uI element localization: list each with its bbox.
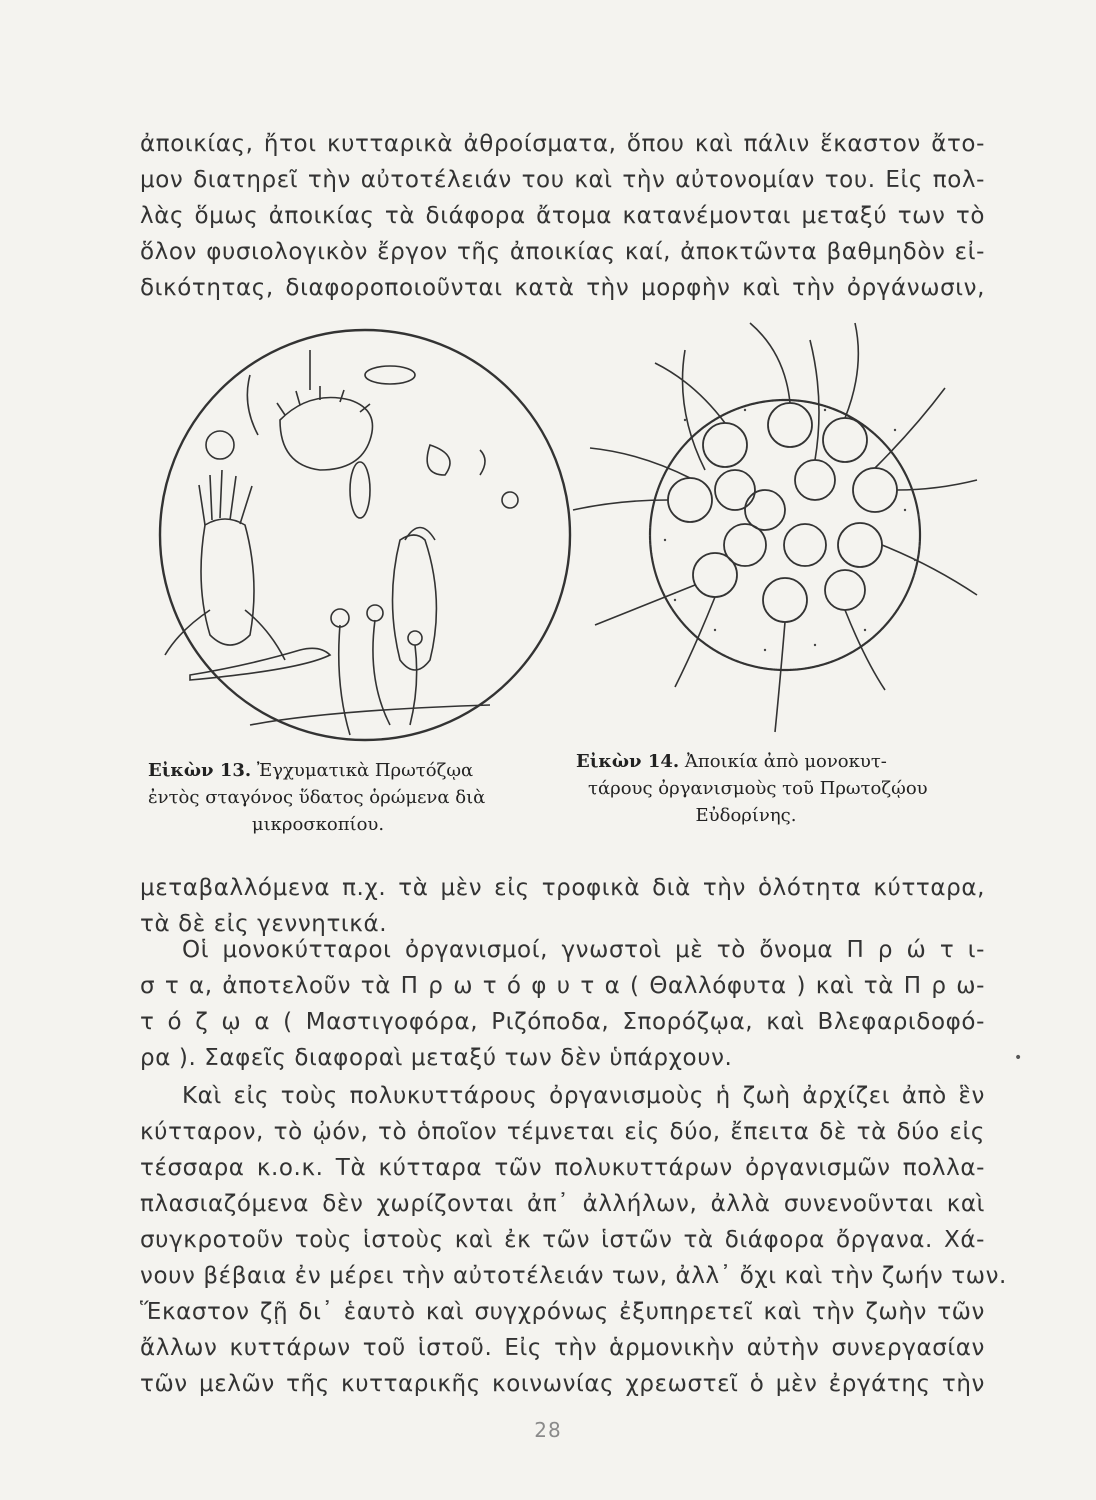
text-line: τῶν μελῶν τῆς κυτταρικῆς κοινωνίας χρεωστεῖ ὁ μὲν ἐργάτης τὴν xyxy=(140,1371,985,1397)
text-line: μον διατηρεῖ τὴν αὐτοτέλειάν του καὶ τὴν αὐτονομίαν του. Εἰς πολ- xyxy=(140,167,985,193)
figure-13-illustration xyxy=(150,320,590,760)
text-line: Οἱ μονοκύτταροι ὀργανισμοί, γνωστοὶ μὲ τὸ ὄνομα Π ρ ώ τ ι- xyxy=(182,937,985,963)
figure-label: Εἰκὼν 13. xyxy=(148,760,252,781)
text-line: τὰ δὲ εἰς γεννητικά. xyxy=(140,911,388,937)
text-line: τέσσαρα κ.ο.κ. Τὰ κύτταρα τῶν πολυκυττάρων ὀργανισμῶν πολλα- xyxy=(140,1155,985,1181)
caption-line: τάρους ὀργανισμοὺς τοῦ Πρωτοζῴου xyxy=(588,778,928,799)
text-line: νουν βέβαια ἐν μέρει τὴν αὐτοτέλειάν των, ἀλλ᾽ ὄχι καὶ τὴν ζωήν των. xyxy=(140,1263,1007,1289)
caption-line xyxy=(148,757,548,784)
page-number: 28 xyxy=(534,1418,562,1442)
text-line: συγκροτοῦν τοὺς ἱστοὺς καὶ ἐκ τῶν ἱστῶν τὰ διάφορα ὄργανα. Χά- xyxy=(140,1227,985,1253)
paragraph-bottom-3 xyxy=(140,1078,1007,1402)
text-line: σ τ α, ἀποτελοῦν τὰ Π ρ ω τ ό φ υ τ α ( Θαλλόφυτα ) καὶ τὰ Π ρ ω- xyxy=(140,973,985,999)
caption-line xyxy=(576,748,976,775)
caption-text: Ἀποικία ἀπὸ μονοκυτ- xyxy=(684,751,887,772)
caption-line: Εὐδορίνης. xyxy=(695,805,797,826)
text-line: δικότητας, διαφοροποιοῦνται κατὰ τὴν μορφὴν καὶ τὴν ὀργάνωσιν, xyxy=(140,275,985,301)
paragraph-bottom-2 xyxy=(140,932,985,1076)
text-line: λὰς ὅμως ἀποικίας τὰ διάφορα ἄτομα κατανέμονται μεταξύ των τὸ xyxy=(140,203,985,229)
paragraph-top xyxy=(140,126,985,306)
text-line: ἄλλων κυττάρων τοῦ ἱστοῦ. Εἰς τὴν ἁρμονικὴν αὐτὴν συνεργασίαν xyxy=(140,1335,985,1361)
figure-14-caption xyxy=(576,748,976,829)
figure-14-illustration xyxy=(565,300,985,750)
figure-13-caption xyxy=(148,757,548,838)
caption-text: Ἐγχυματικὰ Πρωτόζῳα xyxy=(256,760,474,781)
stray-mark: • xyxy=(1014,1050,1023,1066)
caption-line: μικροσκοπίου. xyxy=(251,814,385,835)
text-line: μεταβαλλόμενα π.χ. τὰ μὲν εἰς τροφικὰ διὰ τὴν ὁλότητα κύτταρα, xyxy=(140,875,985,901)
text-line: ἀποικίας, ἤτοι κυτταρικὰ ἀθροίσματα, ὅπου καὶ πάλιν ἕκαστον ἄτο- xyxy=(140,131,985,157)
text-line: Καὶ εἰς τοὺς πολυκυττάρους ὀργανισμοὺς ἡ ζωὴ ἀρχίζει ἀπὸ ἓν xyxy=(182,1083,985,1109)
text-line: τ ό ζ ῳ α ( Μαστιγοφόρα, Ριζόποδα, Σπορόζῳα, καὶ Βλεφαριδοφό- xyxy=(140,1009,985,1035)
text-line: πλασιαζόμενα δὲν χωρίζονται ἀπ᾽ ἀλλήλων, ἀλλὰ συνενοῦνται καὶ xyxy=(140,1191,985,1217)
text-line: κύτταρον, τὸ ᾠόν, τὸ ὁποῖον τέμνεται εἰς δύο, ἔπειτα δὲ τὰ δύο εἰς xyxy=(140,1119,985,1145)
caption-line: ἐντὸς σταγόνος ὕδατος ὁρώμενα διὰ xyxy=(148,787,486,808)
text-line: ρα ). Σαφεῖς διαφοραὶ μεταξύ των δὲν ὑπάρχουν. xyxy=(140,1045,733,1071)
figure-label: Εἰκὼν 14. xyxy=(576,751,680,772)
text-line: Ἕκαστον ζῇ δι᾽ ἑαυτὸ καὶ συγχρόνως ἐξυπηρετεῖ καὶ τὴν ζωὴν τῶν xyxy=(140,1299,985,1325)
text-line: ὅλον φυσιολογικὸν ἔργον τῆς ἀποικίας καί, ἀποκτῶντα βαθμηδὸν εἰ- xyxy=(140,239,985,265)
